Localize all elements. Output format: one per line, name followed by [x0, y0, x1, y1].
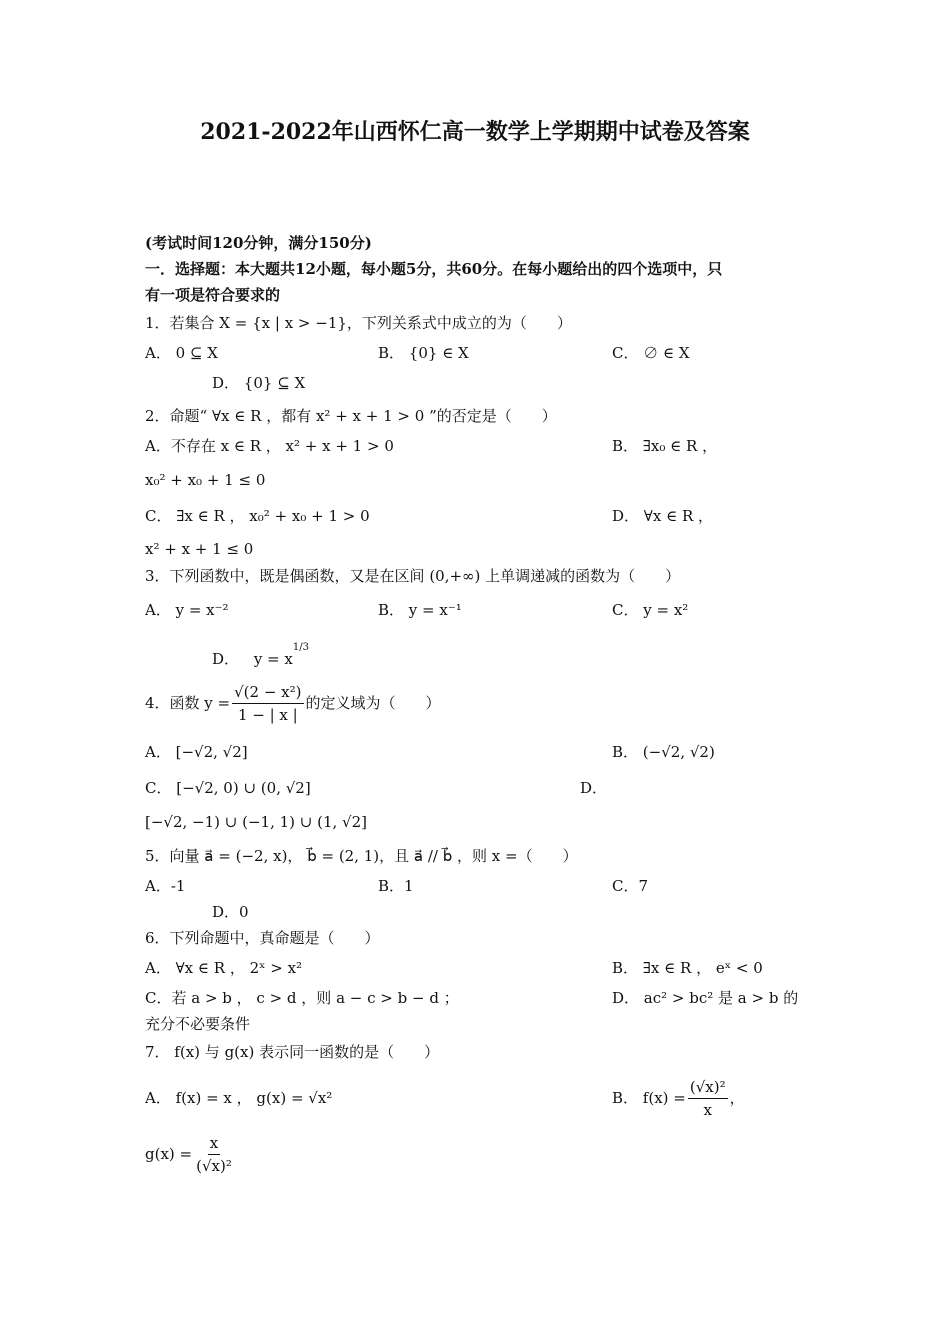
question-4-option-d: D．	[580, 779, 608, 797]
question-6-option-b: B． ∃x ∈ R ， eˣ < 0	[612, 959, 763, 977]
question-7-option-b-continued	[145, 1128, 236, 1180]
question-7-cont-prefix: g(x) =	[145, 1145, 193, 1163]
question-6-option-c: C．若 a > b ， c > d ，则 a − c > b − d ；	[145, 989, 459, 1007]
question-1-option-b: B． {0} ∈ X	[378, 344, 469, 362]
question-5-option-a: A．-1	[145, 877, 186, 895]
question-2-option-a: A．不存在 x ∈ R ， x² + x + 1 > 0	[145, 437, 394, 455]
question-4-stem	[145, 676, 441, 730]
question-6-stem: 6．下列命题中，真命题是（ ）	[145, 929, 380, 947]
question-7-option-b-suffix: ，	[729, 1089, 745, 1107]
question-4-option-a: A． [−√2, √2]	[145, 743, 248, 761]
question-6-option-d: D． ac² > bc² 是 a > b 的	[612, 989, 799, 1007]
question-7-stem: 7． f(x) 与 g(x) 表示同一函数的是（ ）	[145, 1043, 440, 1061]
question-2-option-d: D． ∀x ∈ R ，	[612, 507, 714, 525]
question-4-option-b: B． (−√2, √2)	[612, 743, 715, 761]
question-4-stem-suffix: 的定义域为（ ）	[305, 694, 441, 712]
question-5-option-d: D．0	[212, 903, 249, 921]
question-2-option-b: B． ∃x₀ ∈ R ，	[612, 437, 718, 455]
question-7-cont-fraction	[194, 1132, 234, 1177]
question-7-option-b-denominator: x	[703, 1100, 712, 1119]
question-7-option-b-numerator: (√x)²	[688, 1076, 728, 1099]
question-3-option-d-expr: y = x	[253, 650, 293, 668]
question-6-option-a: A． ∀x ∈ R ， 2ˣ > x²	[145, 959, 303, 977]
question-7-cont-denominator: (√x)²	[196, 1156, 232, 1175]
question-7-option-b	[612, 1072, 745, 1124]
question-2-option-d-continued: x² + x + 1 ≤ 0	[145, 540, 254, 558]
question-5-option-c: C．7	[612, 877, 649, 895]
question-4-option-c: C． [−√2, 0) ∪ (0, √2]	[145, 779, 311, 797]
question-1-option-d: D． {0} ⊆ X	[212, 374, 306, 392]
section-heading-line2: 有一项是符合要求的	[145, 286, 281, 304]
question-1-stem: 1．若集合 X = {x | x > −1}，下列关系式中成立的为（ ）	[145, 314, 572, 332]
exam-info: (考试时间120分钟，满分150分)	[145, 234, 372, 252]
question-3-option-b: B． y = x⁻¹	[378, 601, 462, 619]
question-3-option-d-label: D．	[212, 650, 240, 668]
question-4-option-d-continued: [−√2, −1) ∪ (−1, 1) ∪ (1, √2]	[145, 813, 368, 831]
question-6-option-d-continued: 充分不必要条件	[145, 1015, 251, 1033]
question-4-fraction-denominator: 1 − | x |	[237, 705, 298, 724]
question-2-option-c: C． ∃x ∈ R ， x₀² + x₀ + 1 > 0	[145, 507, 370, 525]
question-7-option-b-prefix: B． f(x) =	[612, 1089, 686, 1107]
page-title: 2021-2022年山西怀仁高一数学上学期期中试卷及答案	[200, 119, 750, 145]
question-3-option-d	[212, 642, 309, 669]
question-4-fraction-numerator: √(2 − x²)	[232, 681, 303, 704]
question-3-option-a: A． y = x⁻²	[145, 601, 229, 619]
question-3-stem: 3．下列函数中，既是偶函数，又是在区间 (0,+∞) 上单调递减的函数为（ ）	[145, 567, 681, 585]
question-4-stem-prefix: 4．函数 y =	[145, 694, 231, 712]
section-heading-line1: 一．选择题：本大题共12小题，每小题5分，共60分。在每小题给出的四个选项中，只	[145, 260, 723, 278]
question-4-fraction	[232, 681, 303, 726]
question-7-option-b-fraction	[688, 1076, 728, 1121]
question-7-option-a: A． f(x) = x ， g(x) = √x²	[145, 1089, 333, 1107]
question-1-option-c: C． ∅ ∈ X	[612, 344, 690, 362]
question-5-stem: 5．向量 a⃗ = (−2, x)， b⃗ = (2, 1)，且 a⃗ // b⃗ ，则 x =（ ）	[145, 847, 578, 865]
question-3-option-c: C． y = x²	[612, 601, 689, 619]
question-3-option-d-exponent: 1/3	[292, 642, 309, 653]
question-1-option-a: A． 0 ⊆ X	[145, 344, 218, 362]
question-2-stem: 2．命题“ ∀x ∈ R ，都有 x² + x + 1 > 0 ”的否定是（ ）	[145, 407, 557, 425]
question-5-option-b: B．1	[378, 877, 414, 895]
question-2-option-b-continued: x₀² + x₀ + 1 ≤ 0	[145, 471, 266, 489]
question-7-cont-numerator: x	[208, 1132, 220, 1155]
